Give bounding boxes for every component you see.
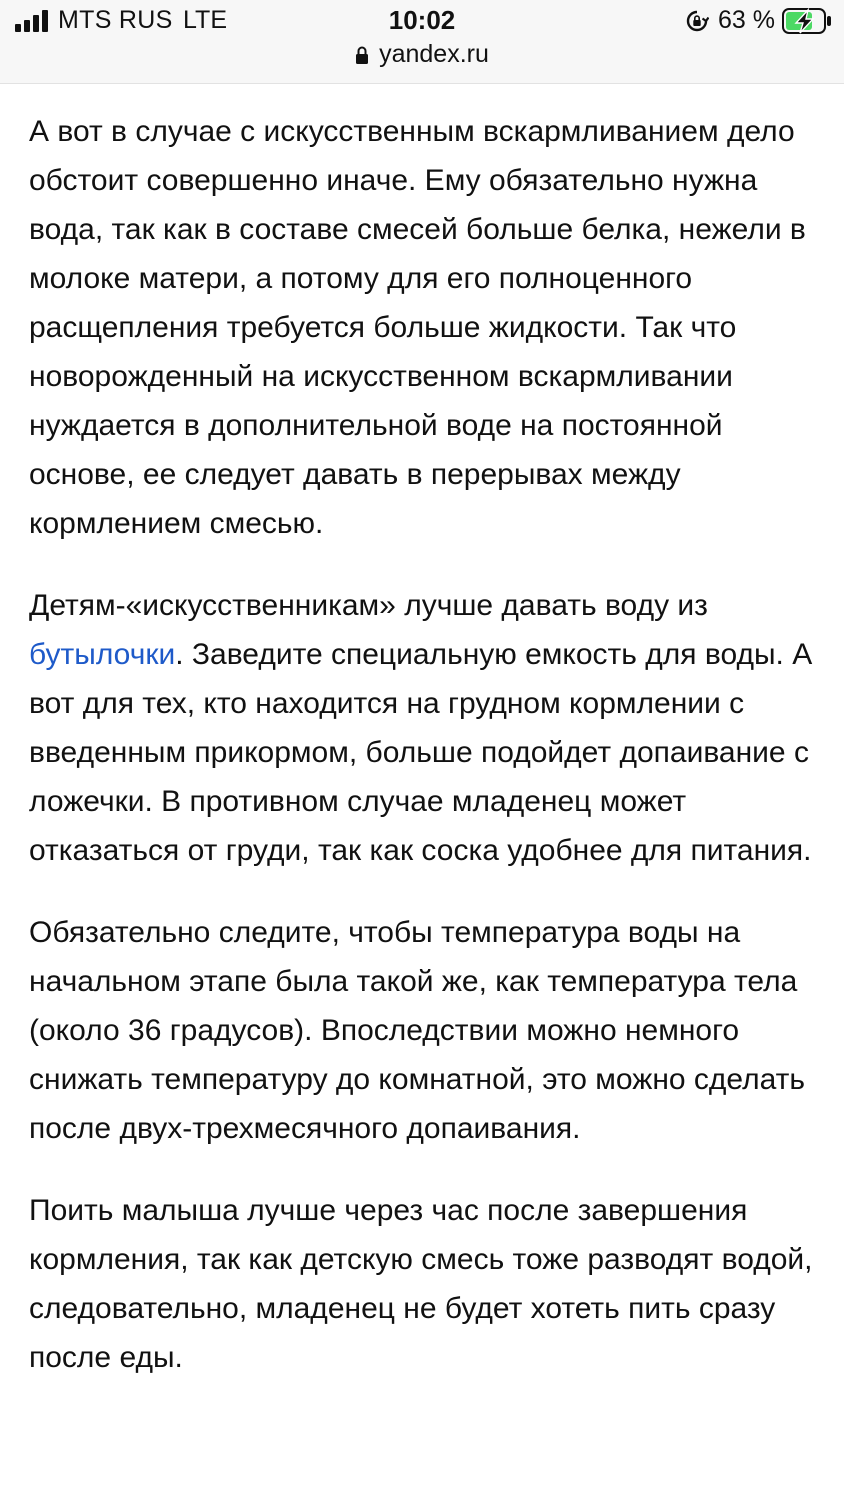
address-bar[interactable] xyxy=(0,40,844,69)
network-type: LTE xyxy=(183,6,227,34)
article-paragraph-2 xyxy=(29,581,829,875)
article-body xyxy=(29,107,829,1415)
article-paragraph-4: Поить малыша лучше через час после завершения кормления, так как детскую смесь тоже разводят водой, следовательно, младенец не будет хотеть пить сразу после еды. xyxy=(29,1194,813,1374)
battery-percentage: 63 % xyxy=(718,6,775,34)
url-text[interactable]: yandex.ru xyxy=(379,40,489,68)
rotation-lock-icon xyxy=(685,9,709,33)
battery-charging-icon xyxy=(782,8,832,34)
article-paragraph-1: А вот в случае с искусственным вскармливанием дело обстоит совершенно иначе. Ему обязательно нужна вода, так как в составе смесей больше белка, нежели в молоке матери, а потому для его полноценного расщепления требуется больше жидкости. Так что новорожденный на искусственном вскармливании нуждается в дополнительной воде на постоянной основе, ее следует давать в перерывах между кормлением смесью. xyxy=(29,115,806,540)
status-bar xyxy=(0,0,844,84)
carrier-name: MTS RUS xyxy=(58,6,173,34)
article-paragraph-3: Обязательно следите, чтобы температура воды на начальном этапе была такой же, как температура тела (около 36 градусов). Впоследствии можно немного снижать температуру до комнатной, это можно сделать после двух-трехмесячного допаивания. xyxy=(29,916,806,1145)
padlock-icon xyxy=(355,45,369,65)
paragraph-2-text-end: . Заведите специальную емкость для воды. А вот для тех, кто находится на грудном кормлении с введенным прикормом, больше подойдет допаивание с ложечки. В противном случае младенец может отказаться от груди, так как соска удобнее для питания. xyxy=(29,638,813,867)
status-time: 10:02 xyxy=(388,5,456,35)
paragraph-2-text-start: Детям-«искусственникам» лучше давать воду из xyxy=(29,589,708,622)
bottle-link[interactable]: бутылочки xyxy=(29,638,176,671)
